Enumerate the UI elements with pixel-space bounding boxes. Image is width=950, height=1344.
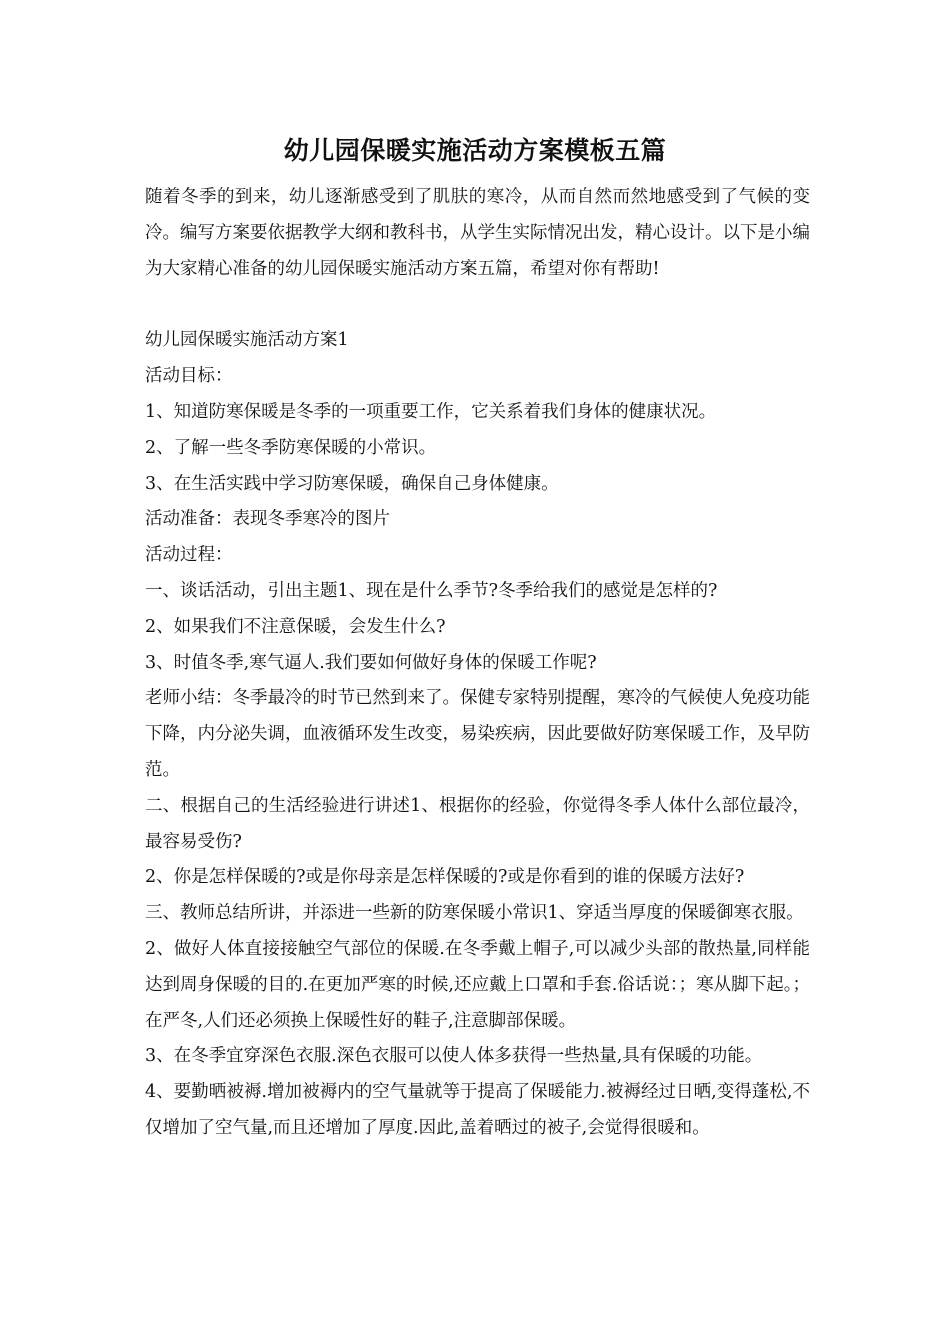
process-paragraph: 一、谈话活动，引出主题1、现在是什么季节?冬季给我们的感觉是怎样的? xyxy=(145,580,718,601)
process-paragraph: 二、根据自己的生活经验进行讲述1、根据你的经验，你觉得冬季人体什么部位最冷，最容易受伤? xyxy=(145,795,810,852)
subheading-process: 活动过程： xyxy=(145,545,233,566)
tip-paragraph: 3、在冬季宜穿深色衣服.深色衣服可以使人体多获得一些热量,具有保暖的功能。 xyxy=(145,1046,763,1067)
process-paragraph: 2、你是怎样保暖的?或是你母亲是怎样保暖的?或是你看到的谁的保暖方法好? xyxy=(145,867,745,888)
goal-item: 2、了解一些冬季防寒保暖的小常识。 xyxy=(145,437,437,458)
process-paragraph: 3、时值冬季,寒气逼人.我们要如何做好身体的保暖工作呢? xyxy=(145,652,597,673)
process-paragraph: 三、教师总结所讲，并添进一些新的防寒保暖小常识1、穿适当厚度的保暖御寒衣服。 xyxy=(145,903,804,924)
goal-item: 3、在生活实践中学习防寒保暖，确保自己身体健康。 xyxy=(145,473,559,494)
document-title: 幼儿园保暖实施活动方案模板五篇 xyxy=(283,136,667,165)
paragraph-spacer xyxy=(145,287,810,323)
subheading-preparation: 活动准备：表现冬季寒冷的图片 xyxy=(145,509,390,530)
section-heading: 幼儿园保暖实施活动方案1 xyxy=(145,330,349,351)
teacher-summary: 老师小结：冬季最冷的时节已然到来了。保健专家特别提醒，寒冷的气候使人免疫功能下降，内分泌失调，血液循环发生改变，易染疾病，因此要做好防寒保暖工作，及早防范。 xyxy=(145,688,810,780)
intro-paragraph: 随着冬季的到来，幼儿逐渐感受到了肌肤的寒冷，从而自然而然地感受到了气候的变冷。编写方案要依据教学大纲和教科书，从学生实际情况出发，精心设计。以下是小编为大家精心准备的幼儿园保暖实施活动方案五篇，希望对你有帮助! xyxy=(145,187,810,279)
process-paragraph: 2、如果我们不注意保暖，会发生什么? xyxy=(145,616,446,637)
tip-paragraph: 2、做好人体直接接触空气部位的保暖.在冬季戴上帽子,可以减少头部的散热量,同样能达到周身保暖的目的.在更加严寒的时候,还应戴上口罩和手套.俗话说：；寒从脚下起。；在严冬,人们还必须换上保暖性好的鞋子,注意脚部保暖。 xyxy=(145,938,810,1031)
subheading-goals: 活动目标： xyxy=(145,366,233,387)
goal-item: 1、知道防寒保暖是冬季的一项重要工作，它关系着我们身体的健康状况。 xyxy=(145,401,717,422)
tip-paragraph: 4、要勤晒被褥.增加被褥内的空气量就等于提高了保暖能力.被褥经过日晒,变得蓬松,不仅增加了空气量,而且还增加了厚度.因此,盖着晒过的被子,会觉得很暖和。 xyxy=(145,1082,810,1138)
document-body xyxy=(145,180,810,1147)
